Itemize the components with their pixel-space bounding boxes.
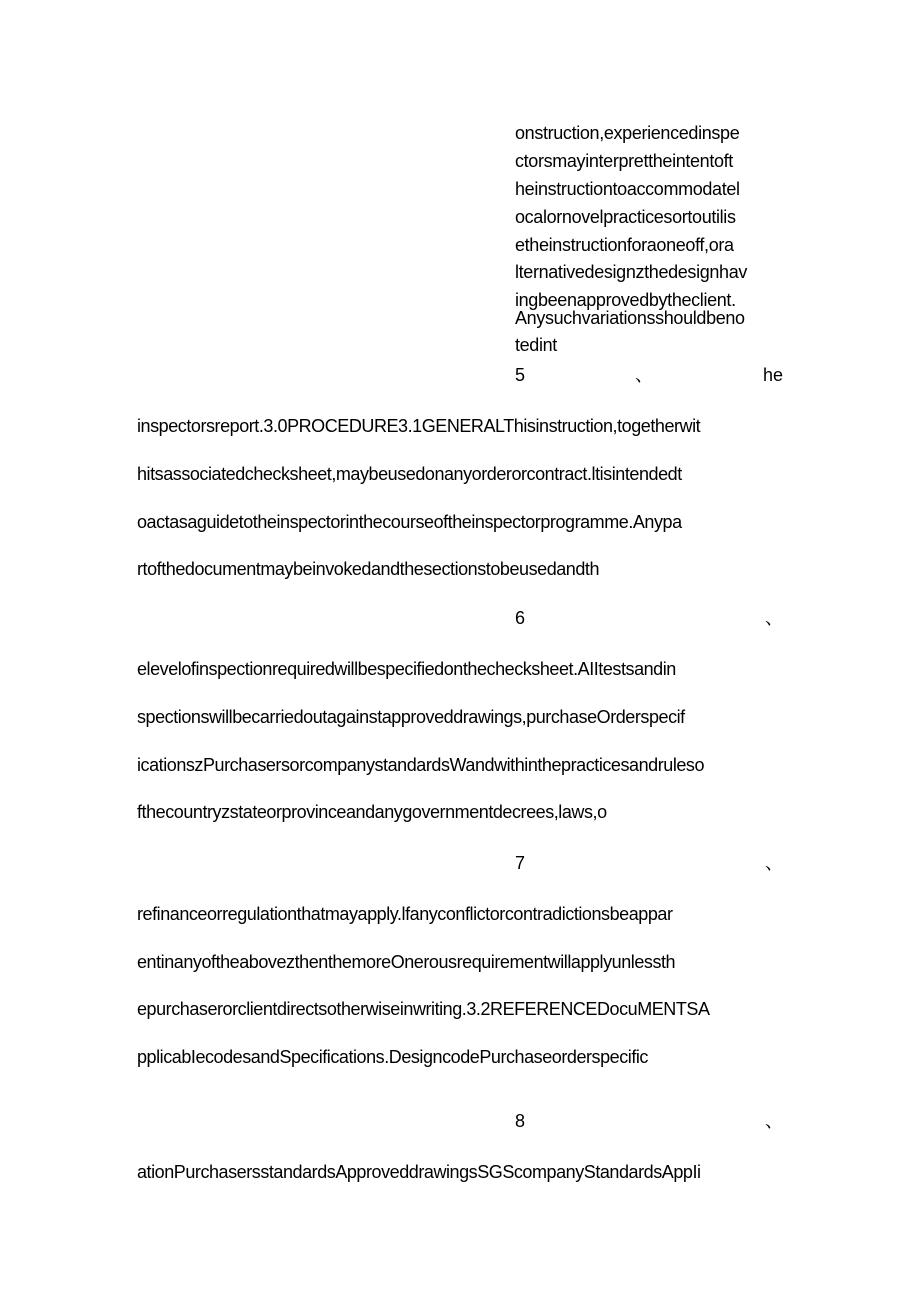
page-number: 8 (515, 1111, 526, 1131)
text-line: Anysuchvariationsshouldbeno (515, 308, 745, 328)
page-marker-8 (515, 1109, 783, 1133)
separator-mark: 、 (765, 853, 783, 873)
text-line: hitsassociatedchecksheet,maybeusedonanyorderorcontract.ltisintendedt (137, 464, 682, 484)
text-line: fthecountryᴢstateorprovinceandanygovernmentdecrees,laws,o (137, 802, 607, 822)
text-line: epurchaserorclientdirectsotherwiseinwriting.3.2REFERENCEDocuMENTSA (137, 999, 710, 1019)
text-line: tedint (515, 335, 557, 355)
text-line: inspectorsreport.3.0PROCEDURE3.1GENERALThisinstruction,togetherwit (137, 416, 701, 436)
separator-mark: 、 (635, 365, 653, 385)
text-line: entinanyoftheaboveᴢthenthemoreOnerousrequirementwillapplyunlessth (137, 952, 676, 972)
text-line: spectionswillbecarriedoutagainstapproveddrawings,purchaseOrderspecif (137, 707, 685, 727)
text-line: rtofthedocumentmaybeinvokedandthesectionstobeusedandth (137, 559, 600, 579)
text-line: ctorsmayinterprettheintentoft (515, 151, 733, 171)
text-fragment: he (762, 365, 783, 385)
separator-mark: 、 (765, 1111, 783, 1131)
text-line: etheinstructionforaoneoff,ora (515, 235, 734, 255)
text-line: ationPurchasersstandardsApproveddrawingsSGScompanyStandardsAppIi (137, 1162, 701, 1182)
text-line: lternativedesignᴢthedesignhav (515, 262, 748, 282)
text-line: oactasaguidetotheinspectorinthecourseoftheinspectorprogramme.Anypa (137, 512, 682, 532)
page-marker-6 (515, 606, 783, 630)
page-number: 6 (515, 608, 526, 628)
text-line: pplicabIecodesandSpecifications.DesigncodePurchaseorderspecific (137, 1047, 648, 1067)
text-line: ingbeenapprovedbytheclient. (515, 290, 736, 310)
text-line: elevelofinspectionrequiredwillbespecifiedonthechecksheet.AIItestsandin (137, 659, 676, 679)
text-line: heinstructiontoaccommodatel (515, 179, 740, 199)
separator-mark: 、 (765, 608, 783, 628)
text-line: refinanceorregulationthatmayapply.lfanyconflictorcontradictionsbeappar (137, 904, 673, 924)
text-line: ocalornovelpracticesortoutilis (515, 207, 736, 227)
text-line: onstruction,experiencedinspe (515, 123, 740, 143)
page-number: 7 (515, 853, 526, 873)
page-number: 5 (515, 365, 526, 385)
page-marker-7 (515, 851, 783, 875)
text-line: icationsᴢPurchasersorcompanystandardsWandwithinthepracticesandruleso (137, 755, 705, 775)
page-marker-5 (515, 363, 783, 387)
